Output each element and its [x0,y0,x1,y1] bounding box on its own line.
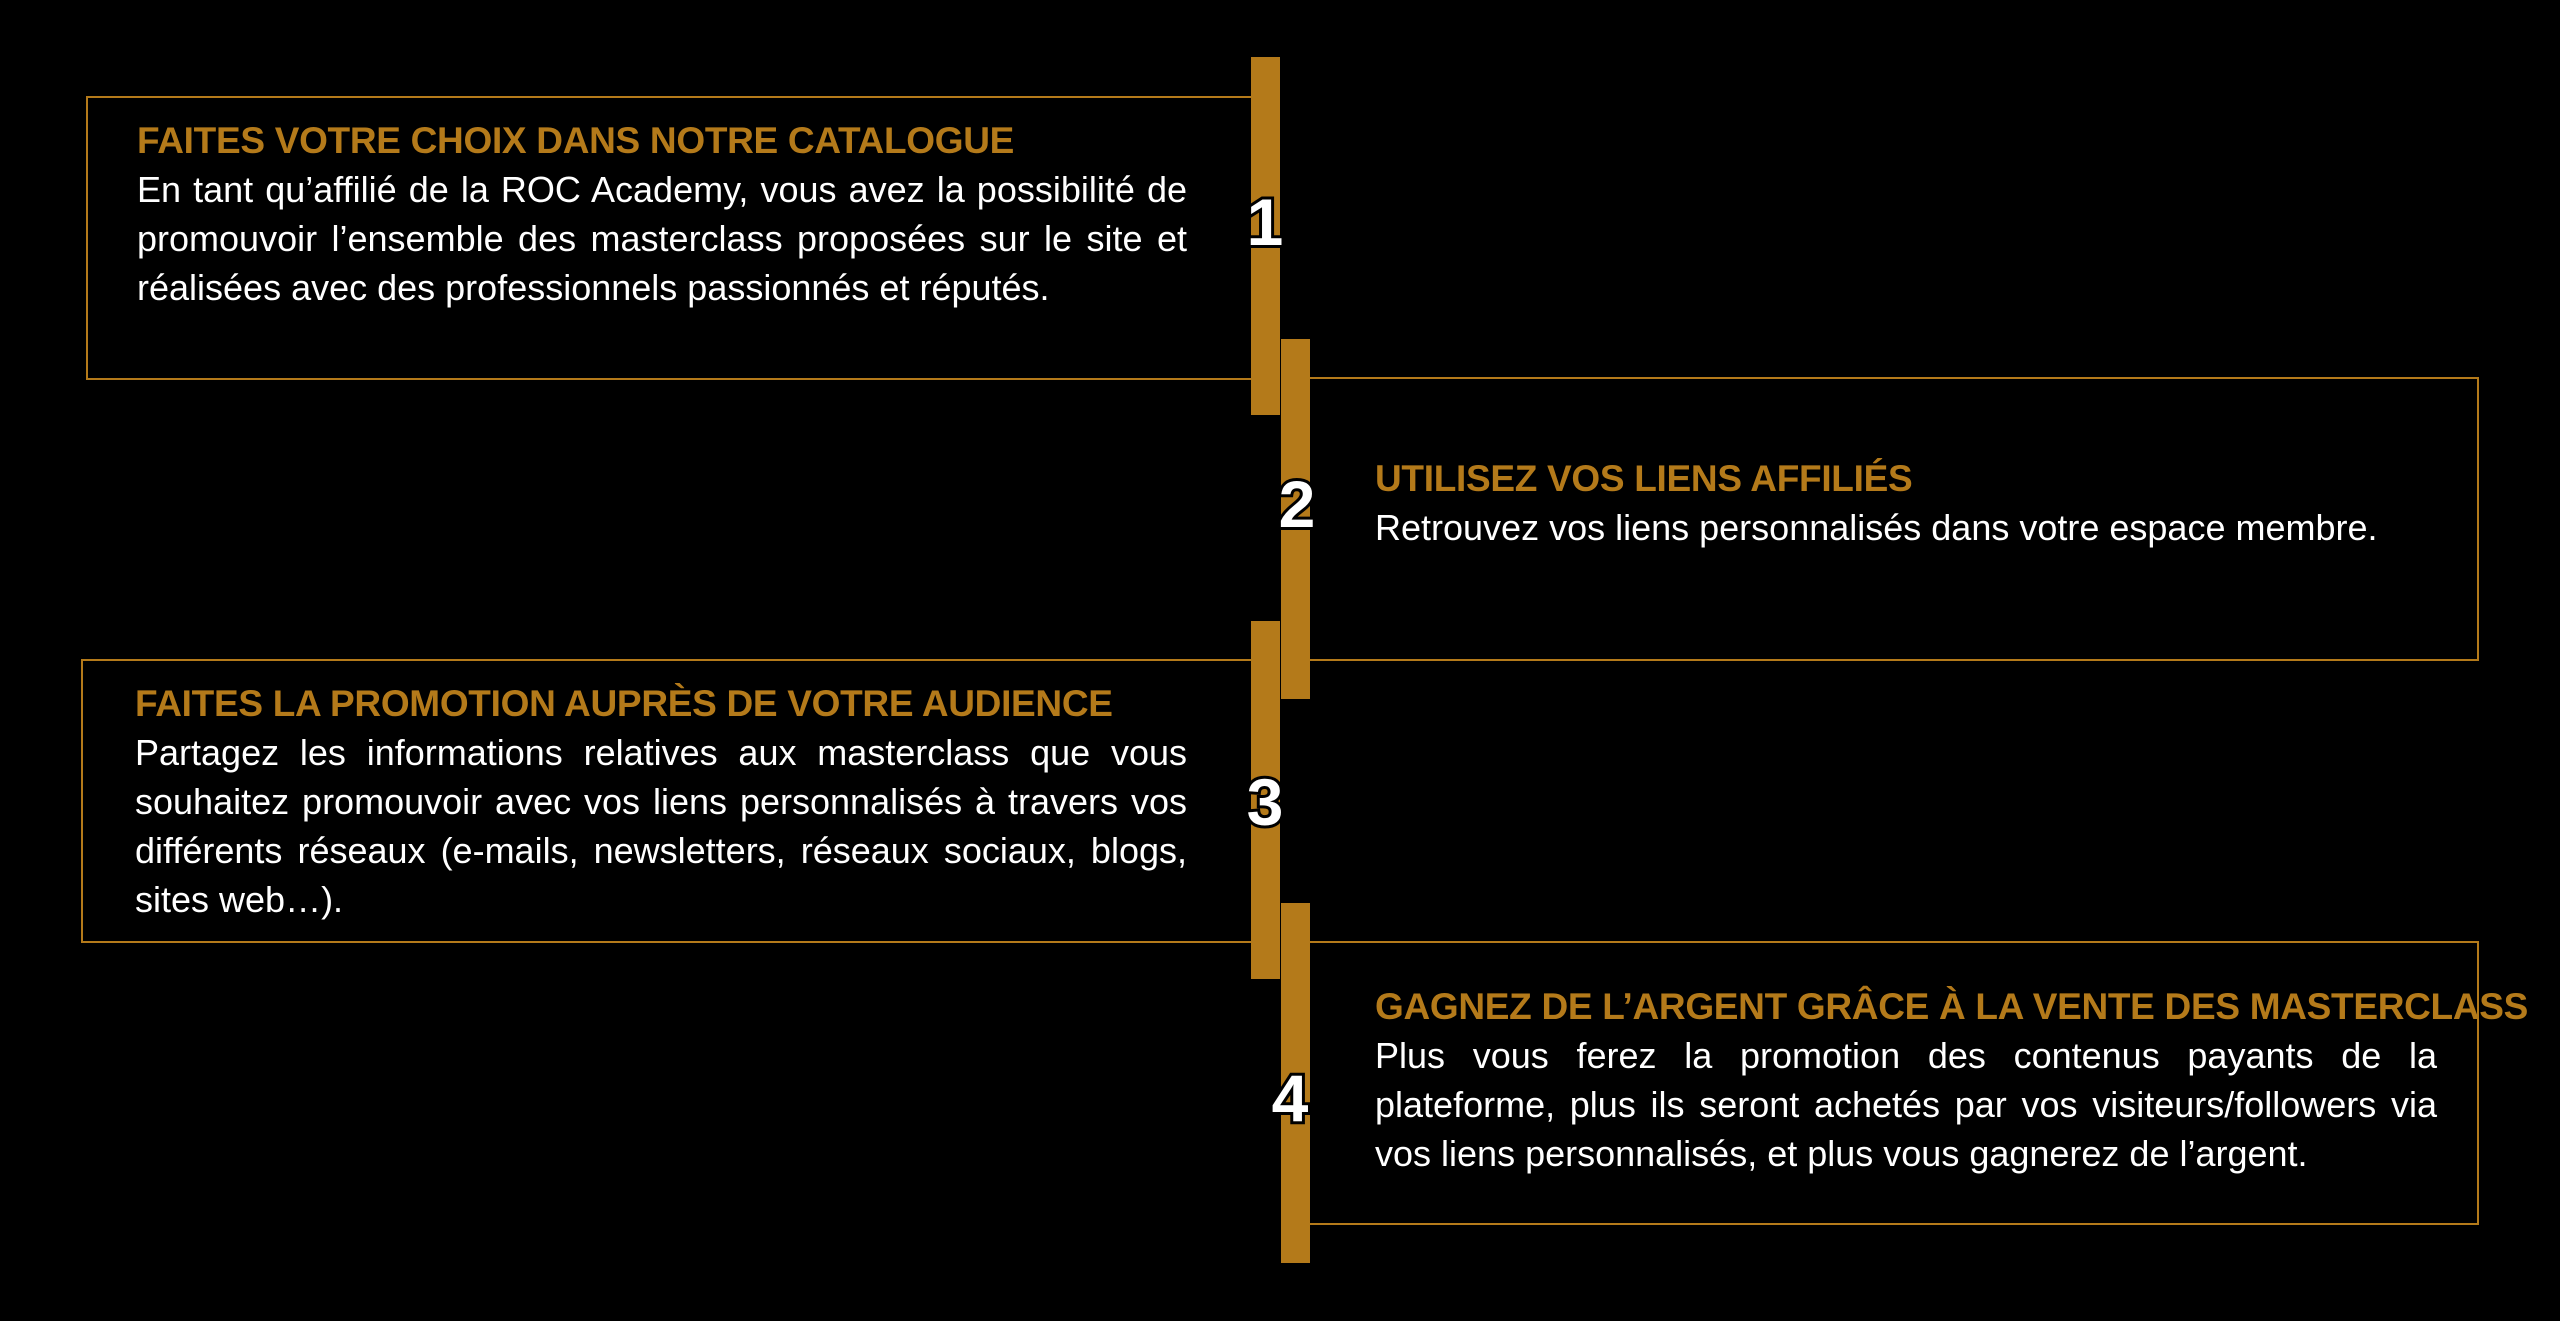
step-4-number: 4 [1271,1061,1309,1135]
step-3-title: FAITES LA PROMOTION AUPRÈS DE VOTRE AUDIENCE [135,683,1113,724]
step-2-number: 2 [1278,467,1316,541]
step-1-content [137,117,1187,312]
step-2-text: Retrouvez vos liens personnalisés dans votre espace membre. [1375,507,2378,548]
step-2-content [1375,455,2427,552]
step-1-text: En tant qu’affilié de la ROC Academy, vous avez la possibilité de promouvoir l’ensemble des masterclass proposées sur le site et réalisées avec des professionnels passionnés et réputés. [137,169,1187,308]
step-3-number: 3 [1246,765,1284,839]
step-4-text: Plus vous ferez la promotion des contenus payants de la plateforme, plus ils seront achetés par vos visiteurs/followers via vos liens personnalisés, et plus vous gagnerez de l’argent. [1375,1035,2437,1174]
step-3-content [135,680,1187,924]
step-1-number: 1 [1246,185,1284,259]
step-3-text: Partagez les informations relatives aux masterclass que vous souhaitez promouvoir avec vos liens personnalisés à travers vos différents réseaux (e-mails, newsletters, réseaux sociaux, blogs, sites web…). [135,732,1187,920]
step-1-title: FAITES VOTRE CHOIX DANS NOTRE CATALOGUE [137,120,1015,161]
step-4-title: GAGNEZ DE L’ARGENT GRÂCE À LA VENTE DES MASTERCLASS [1375,986,2529,1027]
step-2-title: UTILISEZ VOS LIENS AFFILIÉS [1375,458,1913,499]
step-4-content [1375,983,2529,1178]
